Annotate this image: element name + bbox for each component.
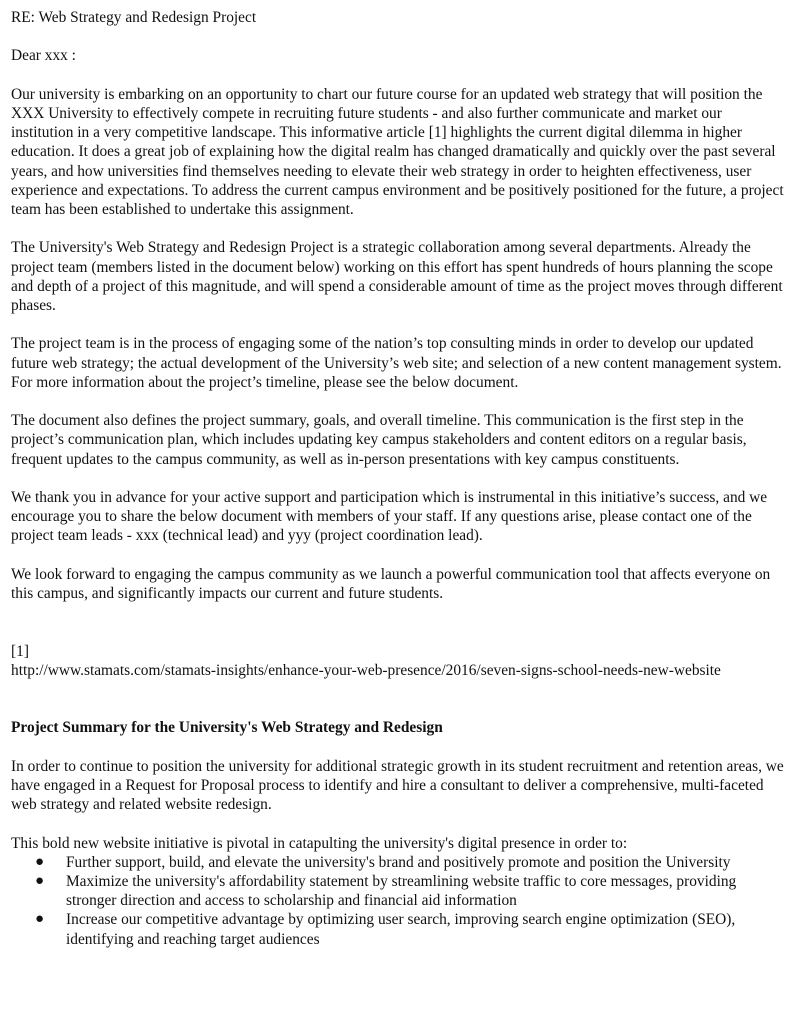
list-item-text: Maximize the university's affordability statement by streamlining website traffic to core messages, providing stronger direction and access to scholarship and financial aid information: [66, 872, 737, 910]
spacer: [11, 699, 786, 718]
salutation: Dear xxx :: [11, 47, 76, 65]
paragraph-communication-plan: The document also defines the project summary, goals, and overall timeline. This communication is the first step in the project’s communication plan, which includes updating key campus stakeholders and content editors on a regular basis, frequent updates to the campus community, as well as in-person presentations with key campus constituents.: [11, 412, 747, 468]
bullet-icon: ●: [35, 911, 45, 928]
goals-list: [11, 853, 786, 949]
footnote-marker: [1]: [11, 642, 29, 660]
list-item: [11, 872, 786, 910]
subject-line: RE: Web Strategy and Redesign Project: [11, 9, 257, 26]
footnote-url: http://www.stamats.com/stamats-insights/enhance-your-web-presence/2016/seven-signs-school-needs-new-website: [11, 661, 721, 679]
bullet-icon: ●: [35, 872, 45, 889]
paragraph-collaboration: The University's Web Strategy and Redesign Project is a strategic collaboration among several departments. Already the project team (members listed in the document below) working on this effort has spent hundreds of hours planning the scope and depth of a project of this magnitude, and will spend a considerable amount of time as the project moves through different phases.: [11, 239, 783, 314]
paragraph-closing: We look forward to engaging the campus community as we launch a powerful communication tool that affects everyone on this campus, and significantly impacts our current and future students.: [11, 565, 771, 602]
document: [11, 8, 786, 949]
summary-intro: In order to continue to position the university for additional strategic growth in its student recruitment and retention areas, we have engaged in a Request for Proposal process to identify and hire a consultant to deliver a comprehensive, multi-faceted web strategy and related website redesign.: [11, 757, 784, 814]
list-item: [11, 853, 786, 872]
paragraph-consulting: The project team is in the process of engaging some of the nation’s top consulting minds in order to develop our updated future web strategy; the actual development of the University’s web site; and selection of a new content management system. For more information about the project’s timeline, please see the below document.: [11, 335, 782, 391]
paragraph-thanks: We thank you in advance for your active support and participation which is instrumental in this initiative’s success, and we encourage you to share the below document with members of your staff. If any questions arise, please contact one of the project team leads - xxx (technical lead) and yyy (project coordination lead).: [11, 488, 768, 545]
list-item-text: Increase our competitive advantage by optimizing user search, improving search engine optimization (SEO), identifying and reaching target audiences: [66, 911, 736, 948]
list-item-text: Further support, build, and elevate the university's brand and positively promote and position the University: [66, 853, 731, 871]
paragraph-intro: Our university is embarking on an opportunity to chart our future course for an updated web strategy that will position the XXX University to effectively compete in recruiting future students - and also further communicate and market our institution in a very competitive landscape. This informative article [1] highlights the current digital dilemma in higher education. It does a great job of explaining how the digital realm has changed dramatically and quickly over the past several years, and how universities find themselves needing to elevate their web strategy in order to heighten effectiveness, user experience and expectations. To address the current campus environment and be positively positioned for the future, a project team has been established to undertake this assignment.: [11, 85, 784, 218]
summary-lead: This bold new website initiative is pivotal in catapulting the university's digital presence in order to:: [11, 834, 628, 852]
summary-heading: Project Summary for the University's Web Strategy and Redesign: [11, 719, 443, 737]
spacer: [11, 622, 786, 641]
list-item: [11, 910, 786, 948]
bullet-icon: ●: [35, 853, 45, 870]
